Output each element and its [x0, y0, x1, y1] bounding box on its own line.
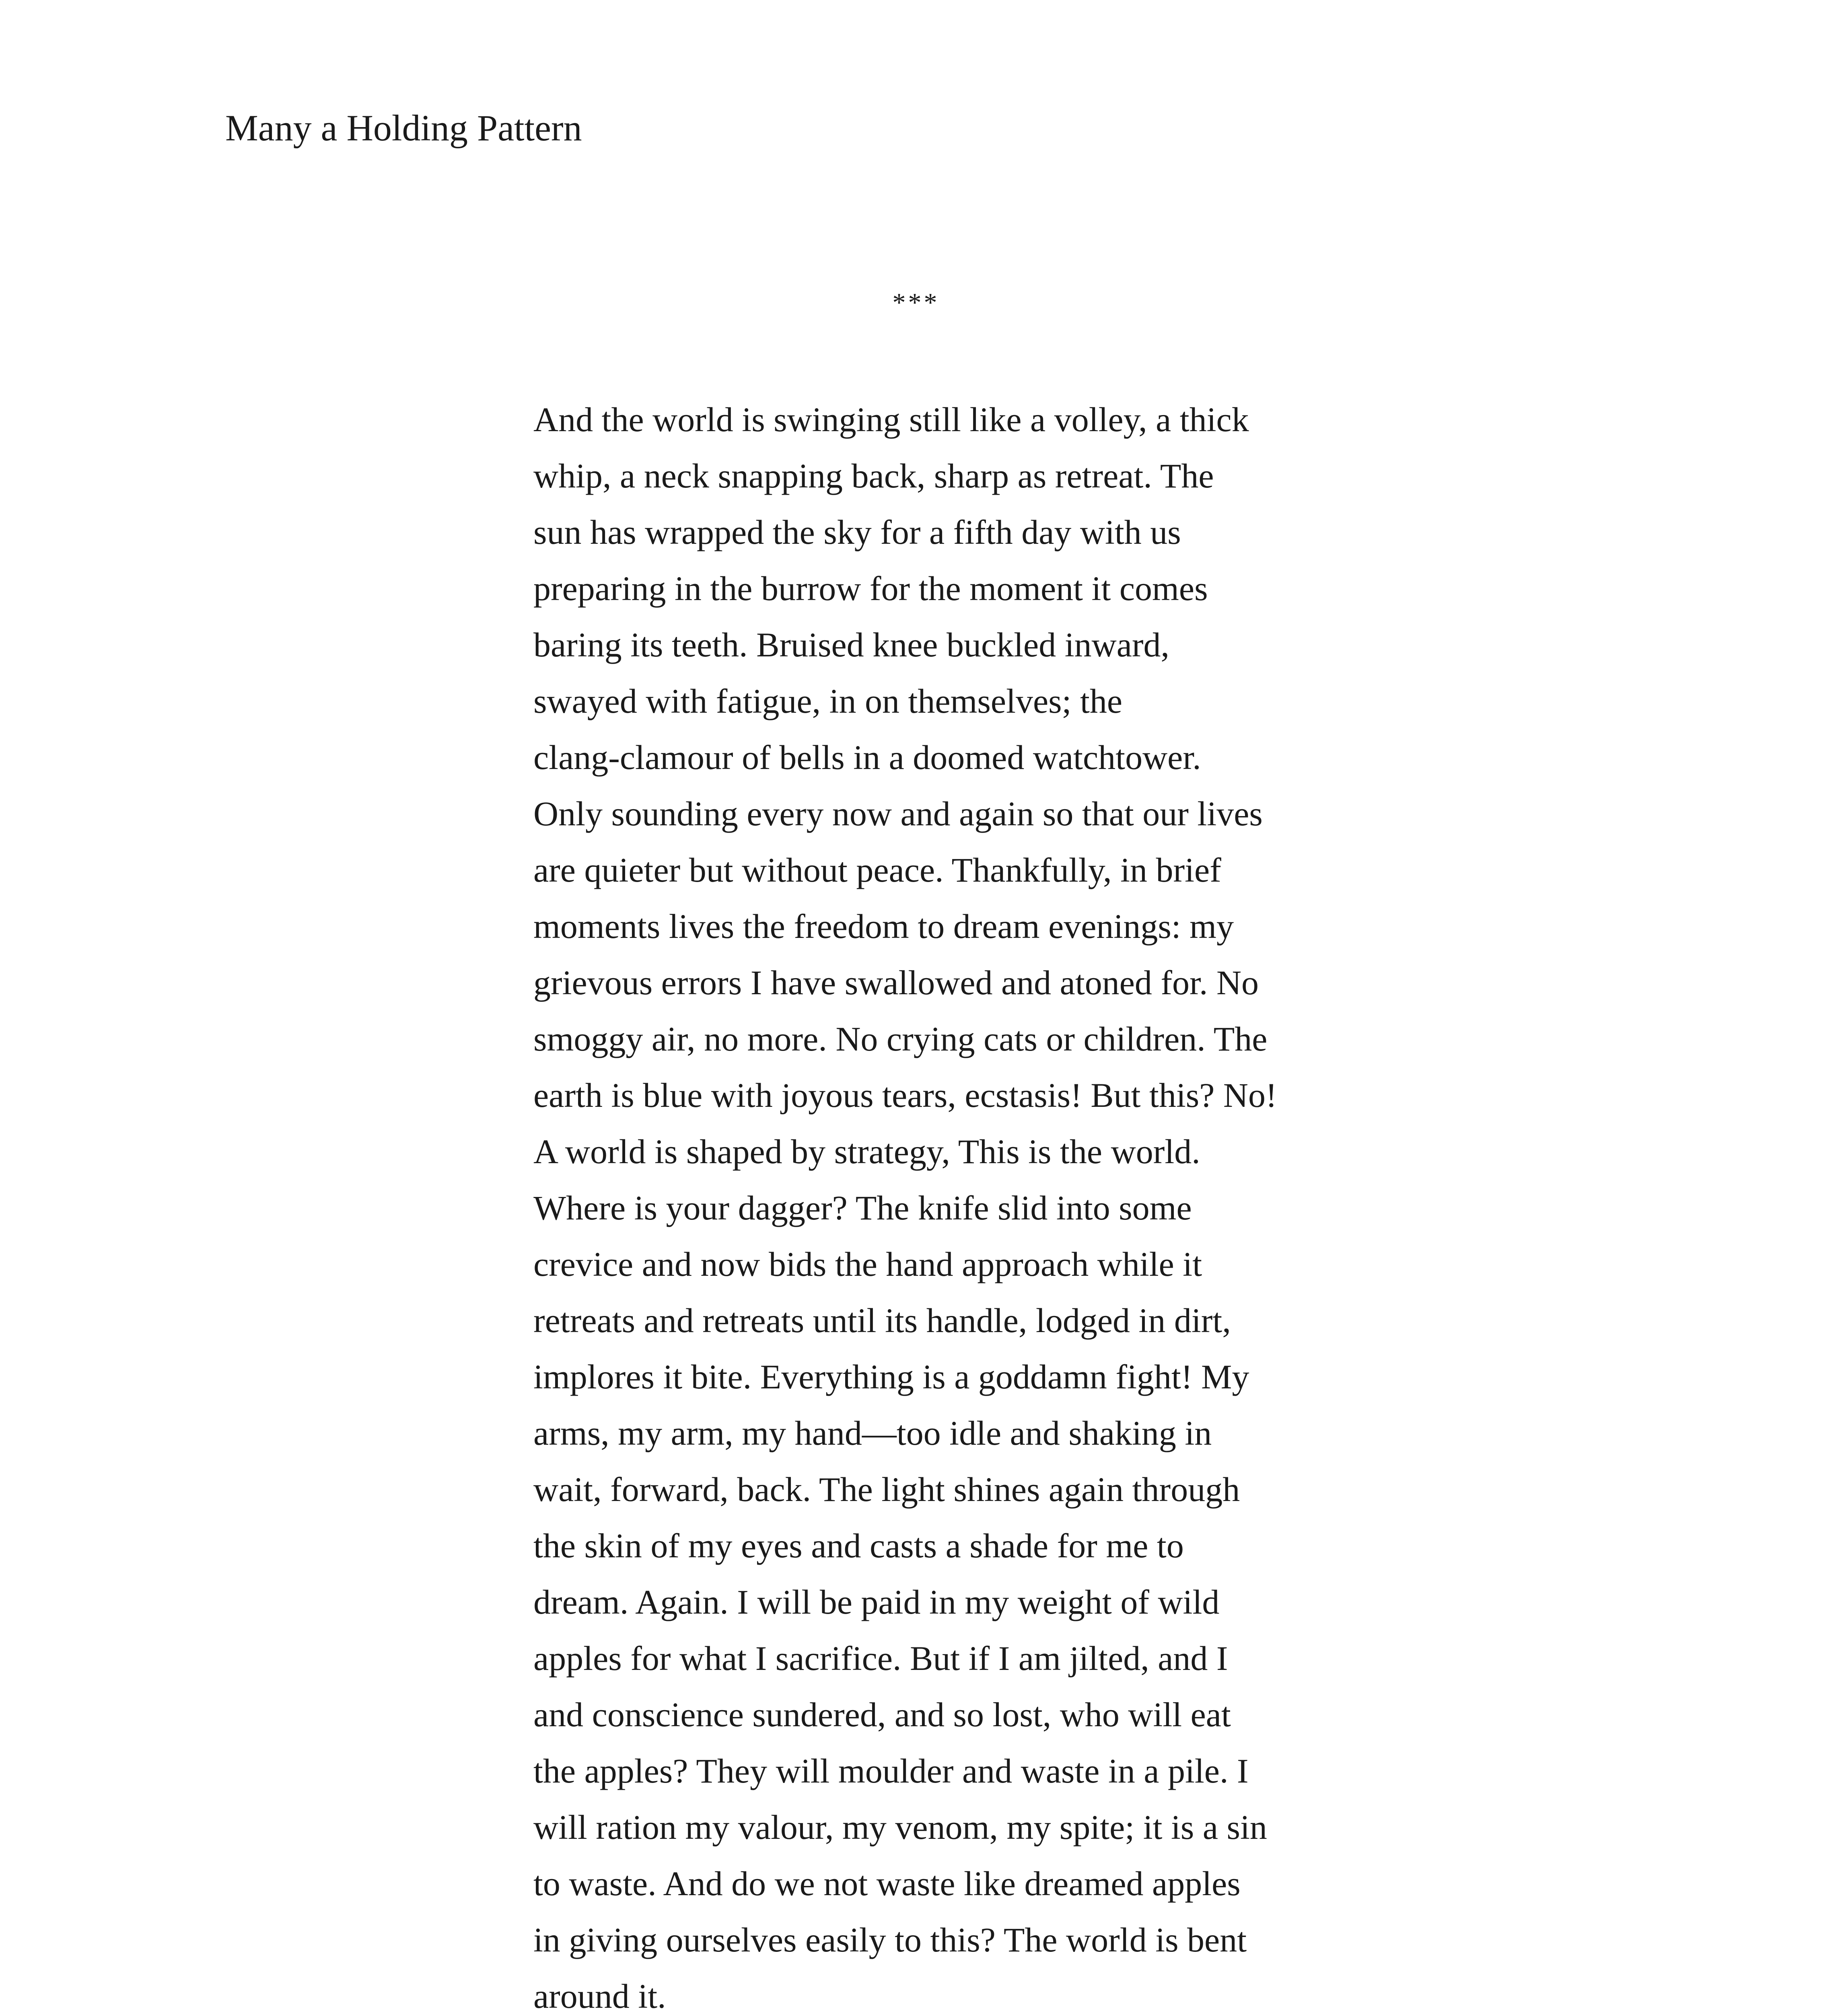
text-line: to waste. And do we not waste like dreamed apples — [533, 1864, 1241, 1903]
text-line: arms, my arm, my hand—too idle and shaking in — [533, 1414, 1212, 1452]
text-line: in giving ourselves easily to this? The world is bent — [533, 1921, 1247, 1959]
text-line: wait, forward, back. The light shines again through — [533, 1470, 1240, 1509]
text-line: baring its teeth. Bruised knee buckled inward, — [533, 625, 1170, 664]
text-line: around it. — [533, 1977, 666, 2011]
text-line: will ration my valour, my venom, my spite; it is a sin — [533, 1808, 1267, 1847]
text-line: sun has wrapped the sky for a fifth day with us — [533, 513, 1181, 551]
section-divider: *** — [892, 288, 940, 317]
text-line: Only sounding every now and again so that our lives — [533, 794, 1263, 833]
text-line: implores it bite. Everything is a goddamn fight! My — [533, 1357, 1249, 1396]
text-line: preparing in the burrow for the moment it comes — [533, 569, 1208, 608]
text-line: And the world is swinging still like a volley, a thick — [533, 400, 1249, 439]
text-line: the skin of my eyes and casts a shade for me to — [533, 1526, 1184, 1565]
text-line: and conscience sundered, and so lost, who will eat — [533, 1695, 1231, 1734]
text-line: A world is shaped by strategy, This is the world. — [533, 1132, 1200, 1171]
text-line: moments lives the freedom to dream evenings: my — [533, 907, 1234, 946]
text-line: the apples? They will moulder and waste in a pile. I — [533, 1752, 1249, 1790]
text-line: smoggy air, no more. No crying cats or children. The — [533, 1020, 1268, 1058]
text-line: swayed with fatigue, in on themselves; the — [533, 682, 1123, 720]
text-line: dream. Again. I will be paid in my weight of wild — [533, 1583, 1220, 1621]
text-line: whip, a neck snapping back, sharp as retreat. The — [533, 456, 1214, 495]
passage-1 — [533, 391, 1322, 2011]
running-header-title: Many a Holding Pattern — [225, 107, 582, 148]
text-line: crevice and now bids the hand approach while it — [533, 1245, 1202, 1283]
text-line: retreats and retreats until its handle, lodged in dirt, — [533, 1301, 1231, 1340]
text-line: grievous errors I have swallowed and atoned for. No — [533, 963, 1259, 1002]
text-line: are quieter but without peace. Thankfully, in brief — [533, 851, 1221, 889]
text-line: clang-clamour of bells in a doomed watchtower. — [533, 738, 1201, 777]
text-line: Where is your dagger? The knife slid into some — [533, 1189, 1192, 1227]
text-line: earth is blue with joyous tears, ecstasis! But this? No! — [533, 1076, 1277, 1114]
text-line: apples for what I sacrifice. But if I am jilted, and I — [533, 1639, 1228, 1678]
